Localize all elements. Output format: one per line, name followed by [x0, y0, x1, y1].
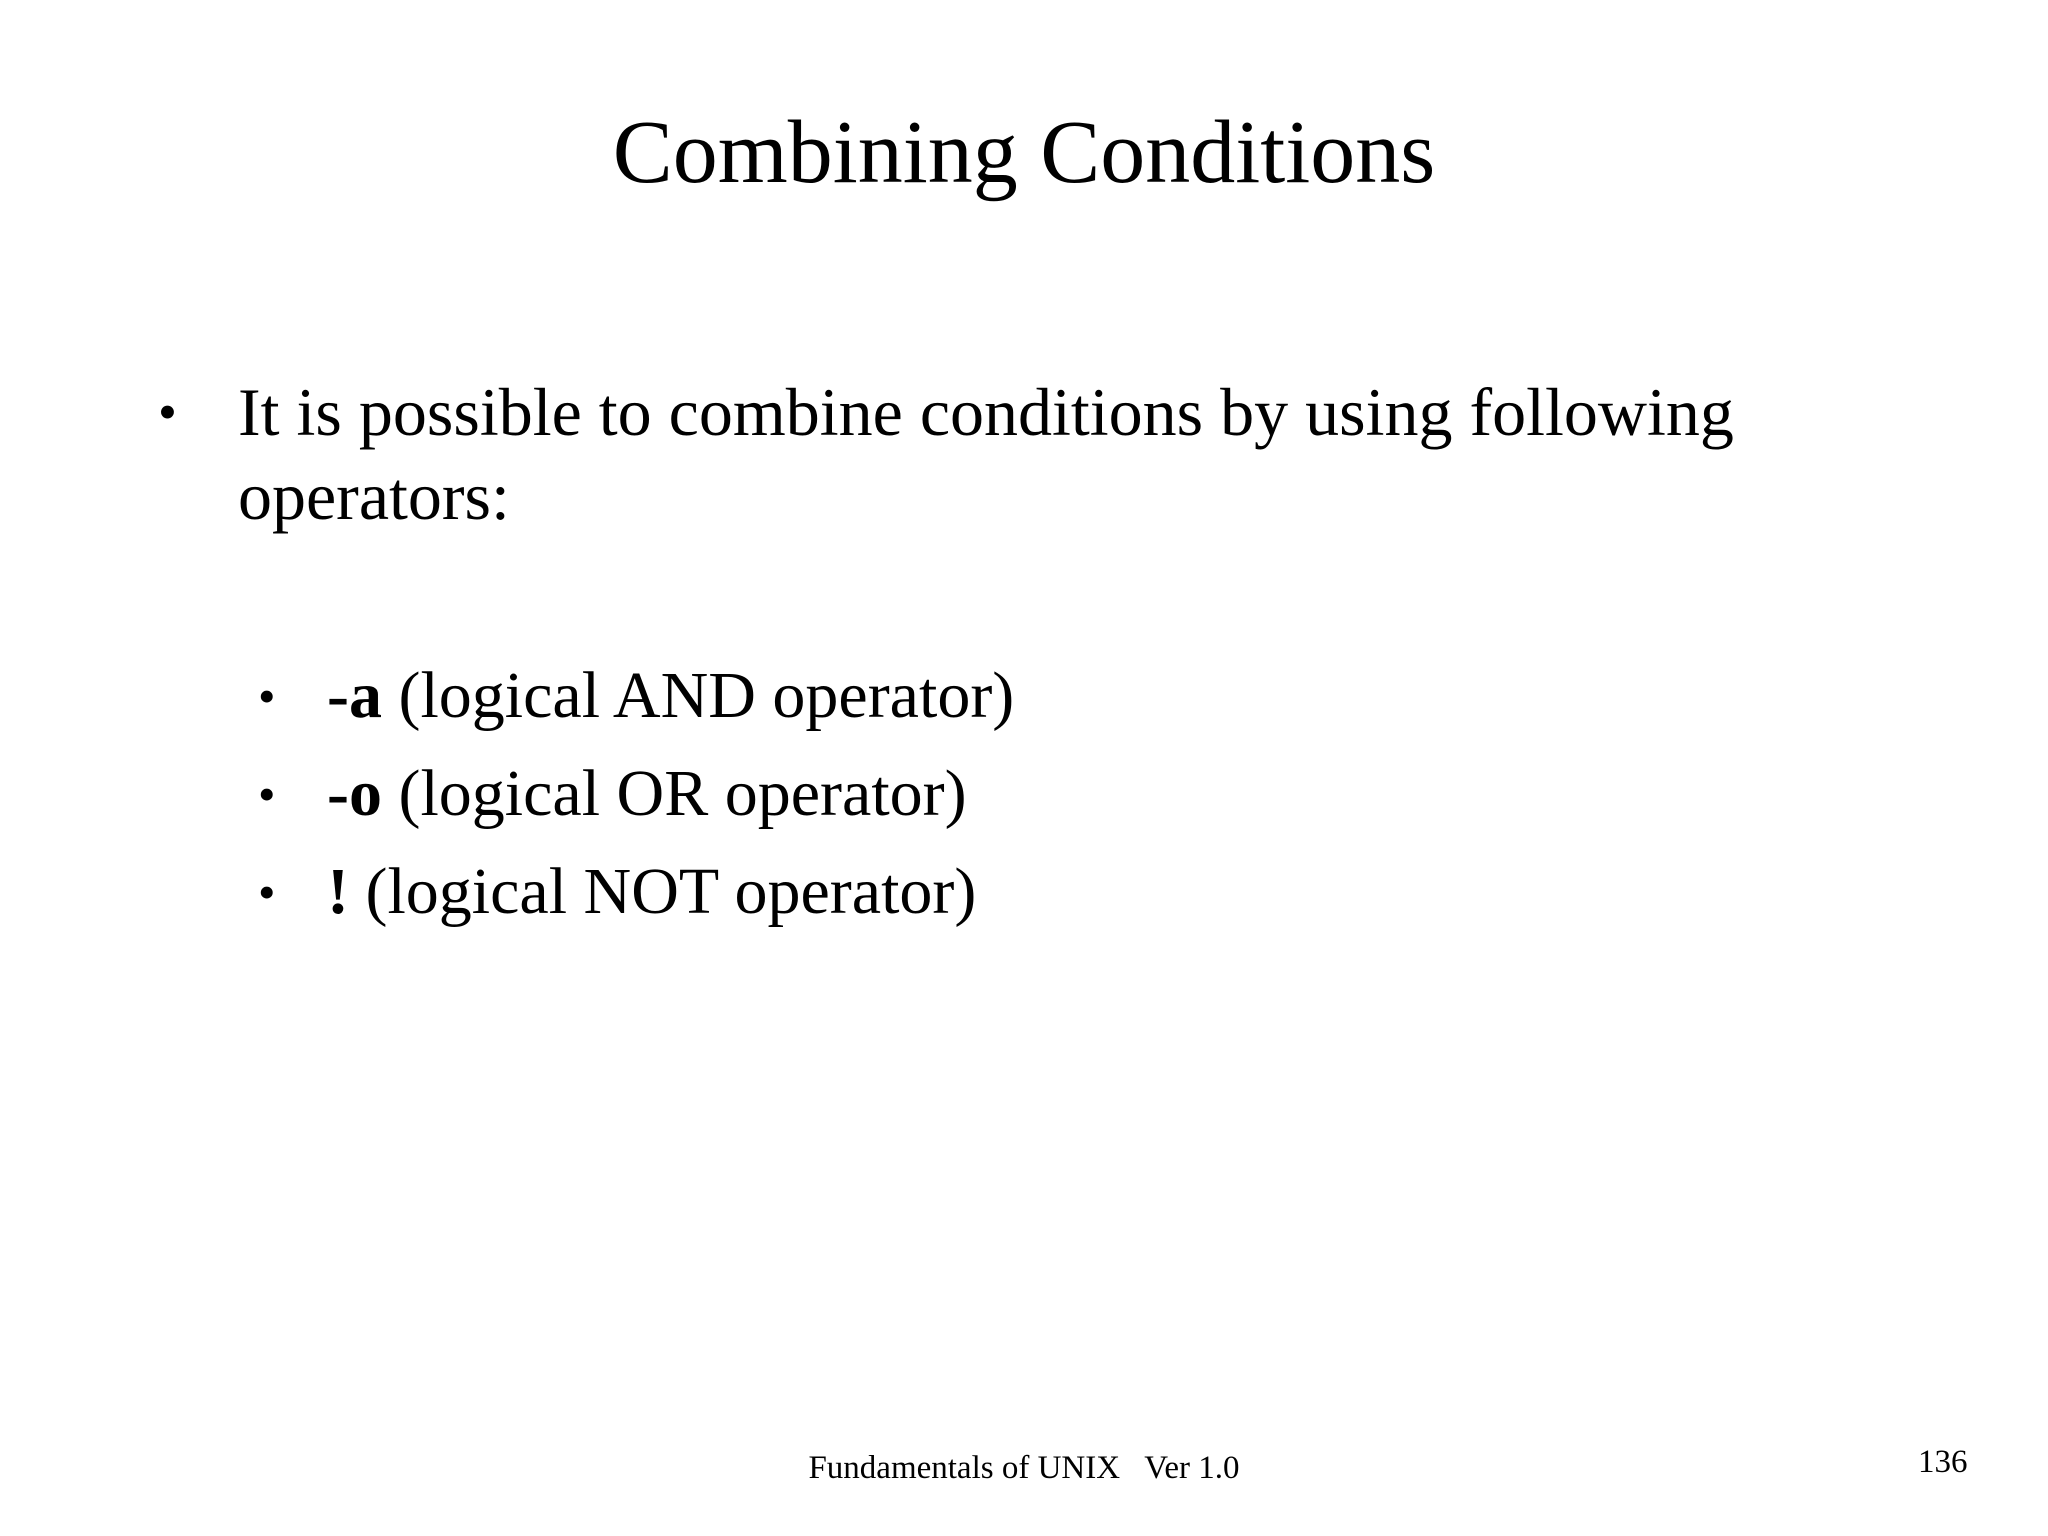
main-bullet-item — [158, 370, 1858, 538]
operator-item-and — [258, 647, 1014, 745]
operator-description: (logical NOT operator) — [348, 855, 977, 928]
slide-title: Combining Conditions — [612, 103, 1436, 202]
operator-item-or — [258, 745, 1014, 843]
slide-footer: Fundamentals of UNIX Ver 1.0 — [808, 1450, 1240, 1486]
operator-name: -a — [327, 659, 382, 732]
operator-description: (logical OR operator) — [381, 757, 967, 830]
operator-item-not — [258, 843, 1014, 941]
bullet-icon: • — [258, 864, 276, 920]
operator-name: -o — [327, 757, 382, 830]
operator-list — [258, 647, 1014, 941]
operator-name: ! — [327, 855, 349, 928]
main-bullet-list — [158, 370, 1858, 538]
bullet-icon: • — [258, 668, 276, 724]
operator-description: (logical AND operator) — [381, 659, 1015, 732]
bullet-icon: • — [258, 766, 276, 822]
bullet-icon: • — [158, 382, 177, 442]
page-number: 136 — [1918, 1444, 1968, 1480]
main-bullet-text: It is possible to combine conditions by using following operators: — [238, 374, 1734, 534]
